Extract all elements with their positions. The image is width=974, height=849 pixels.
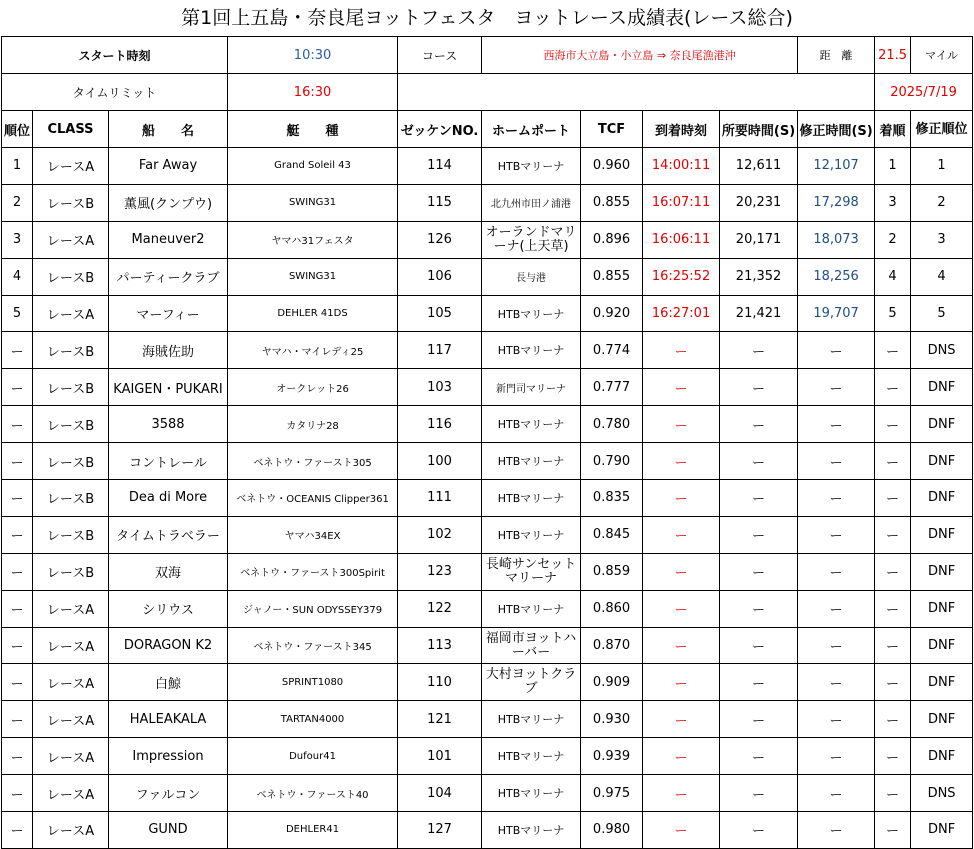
cell-home-port: 大村ヨットクラブ [482, 664, 581, 701]
cell-class: レースA [33, 812, 109, 849]
cell-boat-type: ベネトウ・ファースト40 [228, 775, 398, 812]
cell-boat-type: オークレット26 [228, 369, 398, 406]
cell-corrected: ー [798, 775, 875, 812]
table-header [2, 111, 973, 148]
cell-boat-type: TARTAN4000 [228, 701, 398, 738]
info-row-limit [2, 74, 973, 111]
cell-class: レースA [33, 221, 109, 258]
cell-corrected: ー [798, 369, 875, 406]
table-row [2, 406, 973, 443]
cell-boat-name: GUND [109, 812, 228, 849]
header-boat-name: 船 名 [109, 111, 228, 148]
cell-class: レースB [33, 443, 109, 480]
cell-corrected-rank: DNF [911, 443, 973, 480]
cell-sail-no: 123 [398, 553, 482, 590]
cell-finish-order: ー [875, 664, 911, 701]
cell-finish-order: 1 [875, 148, 911, 185]
cell-corrected-rank: 1 [911, 148, 973, 185]
cell-corrected-rank: DNF [911, 406, 973, 443]
cell-finish-time: 16:27:01 [643, 295, 720, 332]
cell-sail-no: 115 [398, 184, 482, 221]
cell-boat-name: Dea di More [109, 480, 228, 517]
cell-sail-no: 117 [398, 332, 482, 369]
cell-sail-no: 100 [398, 443, 482, 480]
cell-corrected-rank: 5 [911, 295, 973, 332]
cell-boat-type: SWING31 [228, 258, 398, 295]
cell-home-port: 北九州市田ノ浦港 [482, 184, 581, 221]
header-tcf: TCF [581, 111, 643, 148]
cell-boat-type: ベネトウ・OCEANIS Clipper361 [228, 480, 398, 517]
table-row [2, 332, 973, 369]
start-time-label: スタート時刻 [2, 37, 228, 74]
cell-home-port: 長崎サンセットマリーナ [482, 553, 581, 590]
cell-class: レースA [33, 148, 109, 185]
cell-corrected: 18,256 [798, 258, 875, 295]
cell-rank: 3 [2, 221, 33, 258]
cell-sail-no: 116 [398, 406, 482, 443]
cell-class: レースA [33, 295, 109, 332]
table-row [2, 480, 973, 517]
cell-class: レースB [33, 184, 109, 221]
cell-rank: ー [2, 775, 33, 812]
table-row [2, 443, 973, 480]
cell-corrected-rank: DNF [911, 664, 973, 701]
cell-boat-name: DORAGON K2 [109, 627, 228, 664]
cell-elapsed: ー [720, 553, 798, 590]
cell-boat-name: マーフィー [109, 295, 228, 332]
cell-boat-name: ファルコン [109, 775, 228, 812]
cell-rank: 5 [2, 295, 33, 332]
cell-finish-order: ー [875, 701, 911, 738]
cell-tcf: 0.870 [581, 627, 643, 664]
header-class: CLASS [33, 111, 109, 148]
cell-finish-order: 2 [875, 221, 911, 258]
cell-sail-no: 102 [398, 516, 482, 553]
time-limit-label: タイムリミット [2, 74, 228, 111]
cell-class: レースA [33, 738, 109, 775]
cell-elapsed: ー [720, 738, 798, 775]
cell-elapsed: 21,421 [720, 295, 798, 332]
header-corrected-rank: 修正順位 [911, 111, 973, 148]
table-row [2, 701, 973, 738]
cell-boat-name: HALEAKALA [109, 701, 228, 738]
cell-sail-no: 127 [398, 812, 482, 849]
cell-finish-time: 14:00:11 [643, 148, 720, 185]
cell-corrected: ー [798, 738, 875, 775]
cell-boat-name: KAIGEN・PUKARI [109, 369, 228, 406]
cell-finish-time: ー [643, 738, 720, 775]
cell-corrected-rank: DNF [911, 812, 973, 849]
cell-finish-order: ー [875, 332, 911, 369]
table-row [2, 590, 973, 627]
cell-tcf: 0.960 [581, 148, 643, 185]
cell-elapsed: ー [720, 516, 798, 553]
cell-finish-time: ー [643, 590, 720, 627]
cell-home-port: HTBマリーナ [482, 775, 581, 812]
cell-corrected: 12,107 [798, 148, 875, 185]
table-row [2, 184, 973, 221]
cell-finish-order: ー [875, 369, 911, 406]
cell-sail-no: 113 [398, 627, 482, 664]
cell-class: レースA [33, 664, 109, 701]
cell-boat-type: ヤマハ34EX [228, 516, 398, 553]
cell-corrected-rank: DNF [911, 480, 973, 517]
cell-tcf: 0.860 [581, 590, 643, 627]
cell-elapsed: ー [720, 590, 798, 627]
distance-value: 21.5 [875, 37, 911, 74]
table-row [2, 812, 973, 849]
cell-finish-time: ー [643, 701, 720, 738]
cell-finish-order: 5 [875, 295, 911, 332]
cell-finish-time: ー [643, 553, 720, 590]
cell-rank: ー [2, 590, 33, 627]
cell-boat-type: Dufour41 [228, 738, 398, 775]
cell-class: レースA [33, 590, 109, 627]
info-row-start [2, 37, 973, 74]
cell-finish-time: ー [643, 369, 720, 406]
cell-home-port: HTBマリーナ [482, 812, 581, 849]
cell-corrected: 17,298 [798, 184, 875, 221]
cell-boat-type: ベネトウ・ファースト300Spirit [228, 553, 398, 590]
cell-sail-no: 126 [398, 221, 482, 258]
cell-finish-order: ー [875, 406, 911, 443]
cell-corrected-rank: 2 [911, 184, 973, 221]
cell-class: レースA [33, 775, 109, 812]
header-finish-time: 到着時刻 [643, 111, 720, 148]
cell-corrected: ー [798, 627, 875, 664]
cell-corrected-rank: DNF [911, 369, 973, 406]
cell-tcf: 0.774 [581, 332, 643, 369]
cell-corrected-rank: DNF [911, 590, 973, 627]
cell-sail-no: 121 [398, 701, 482, 738]
cell-elapsed: ー [720, 406, 798, 443]
cell-home-port: HTBマリーナ [482, 332, 581, 369]
cell-boat-name: 白鯨 [109, 664, 228, 701]
cell-finish-time: ー [643, 480, 720, 517]
cell-corrected: ー [798, 406, 875, 443]
cell-corrected-rank: DNF [911, 627, 973, 664]
results-table [1, 36, 973, 849]
cell-sail-no: 111 [398, 480, 482, 517]
cell-rank: ー [2, 664, 33, 701]
cell-corrected: ー [798, 664, 875, 701]
cell-rank: ー [2, 701, 33, 738]
distance-label: 距 離 [798, 37, 875, 74]
cell-boat-type: SPRINT1080 [228, 664, 398, 701]
cell-boat-type: DEHLER 41DS [228, 295, 398, 332]
cell-boat-type: ヤマハ31フェスタ [228, 221, 398, 258]
cell-elapsed: ー [720, 443, 798, 480]
table-row [2, 516, 973, 553]
cell-finish-order: ー [875, 775, 911, 812]
header-home-port: ホームポート [482, 111, 581, 148]
cell-tcf: 0.920 [581, 295, 643, 332]
table-row [2, 553, 973, 590]
cell-boat-name: 海賊佐助 [109, 332, 228, 369]
cell-boat-name: コントレール [109, 443, 228, 480]
table-row [2, 627, 973, 664]
cell-corrected-rank: 4 [911, 258, 973, 295]
cell-boat-name: 3588 [109, 406, 228, 443]
cell-elapsed: ー [720, 775, 798, 812]
cell-elapsed: ー [720, 812, 798, 849]
page-title: 第1回上五島・奈良尾ヨットフェスタ ヨットレース成績表(レース総合) [181, 7, 793, 29]
cell-sail-no: 105 [398, 295, 482, 332]
cell-finish-order: ー [875, 443, 911, 480]
cell-elapsed: ー [720, 332, 798, 369]
cell-home-port: HTBマリーナ [482, 480, 581, 517]
cell-finish-order: ー [875, 590, 911, 627]
cell-corrected: ー [798, 516, 875, 553]
results-body [2, 148, 973, 849]
table-row [2, 295, 973, 332]
cell-tcf: 0.975 [581, 775, 643, 812]
cell-rank: 4 [2, 258, 33, 295]
cell-tcf: 0.855 [581, 184, 643, 221]
cell-boat-name: パーティークラブ [109, 258, 228, 295]
cell-boat-type: DEHLER41 [228, 812, 398, 849]
cell-corrected: ー [798, 590, 875, 627]
cell-home-port: HTBマリーナ [482, 516, 581, 553]
cell-corrected-rank: 3 [911, 221, 973, 258]
cell-elapsed: 12,611 [720, 148, 798, 185]
cell-corrected: ー [798, 812, 875, 849]
cell-elapsed: 20,171 [720, 221, 798, 258]
cell-home-port: HTBマリーナ [482, 406, 581, 443]
cell-sail-no: 110 [398, 664, 482, 701]
cell-tcf: 0.845 [581, 516, 643, 553]
race-date: 2025/7/19 [875, 74, 973, 111]
cell-rank: ー [2, 443, 33, 480]
cell-class: レースB [33, 553, 109, 590]
cell-finish-time: ー [643, 627, 720, 664]
cell-finish-order: ー [875, 738, 911, 775]
cell-boat-name: 薫風(クンプウ) [109, 184, 228, 221]
cell-tcf: 0.777 [581, 369, 643, 406]
table-row [2, 775, 973, 812]
cell-boat-type: Grand Soleil 43 [228, 148, 398, 185]
header-corrected: 修正時間(S) [798, 111, 875, 148]
cell-finish-order: 3 [875, 184, 911, 221]
cell-finish-order: 4 [875, 258, 911, 295]
cell-rank: ー [2, 812, 33, 849]
cell-tcf: 0.855 [581, 258, 643, 295]
cell-corrected-rank: DNS [911, 332, 973, 369]
cell-corrected-rank: DNS [911, 775, 973, 812]
cell-tcf: 0.780 [581, 406, 643, 443]
cell-rank: ー [2, 406, 33, 443]
blank-cell [398, 74, 875, 111]
cell-boat-type: ジャノー・SUN ODYSSEY379 [228, 590, 398, 627]
distance-unit: マイル [911, 37, 973, 74]
cell-rank: ー [2, 553, 33, 590]
cell-tcf: 0.896 [581, 221, 643, 258]
cell-tcf: 0.930 [581, 701, 643, 738]
cell-rank: 1 [2, 148, 33, 185]
cell-home-port: オーランドマリーナ(上天草) [482, 221, 581, 258]
table-row [2, 258, 973, 295]
header-boat-type: 艇 種 [228, 111, 398, 148]
cell-sail-no: 101 [398, 738, 482, 775]
course-label: コース [398, 37, 482, 74]
cell-tcf: 0.835 [581, 480, 643, 517]
cell-finish-time: ー [643, 443, 720, 480]
cell-tcf: 0.980 [581, 812, 643, 849]
cell-boat-type: ベネトウ・ファースト345 [228, 627, 398, 664]
table-row [2, 738, 973, 775]
cell-tcf: 0.939 [581, 738, 643, 775]
start-time-value: 10:30 [228, 37, 398, 74]
cell-rank: ー [2, 332, 33, 369]
cell-rank: ー [2, 480, 33, 517]
cell-class: レースB [33, 516, 109, 553]
cell-sail-no: 122 [398, 590, 482, 627]
cell-corrected: 18,073 [798, 221, 875, 258]
cell-sail-no: 103 [398, 369, 482, 406]
cell-class: レースA [33, 701, 109, 738]
cell-finish-time: ー [643, 664, 720, 701]
table-row [2, 221, 973, 258]
cell-corrected: ー [798, 480, 875, 517]
cell-corrected: ー [798, 701, 875, 738]
cell-finish-time: ー [643, 775, 720, 812]
cell-elapsed: ー [720, 480, 798, 517]
cell-boat-name: タイムトラベラー [109, 516, 228, 553]
cell-class: レースB [33, 406, 109, 443]
cell-finish-time: 16:25:52 [643, 258, 720, 295]
cell-boat-type: カタリナ28 [228, 406, 398, 443]
cell-boat-name: Maneuver2 [109, 221, 228, 258]
cell-home-port: 福岡市ヨットハーバー [482, 627, 581, 664]
cell-finish-time: ー [643, 406, 720, 443]
cell-home-port: HTBマリーナ [482, 590, 581, 627]
cell-class: レースA [33, 627, 109, 664]
cell-home-port: 新門司マリーナ [482, 369, 581, 406]
cell-rank: 2 [2, 184, 33, 221]
cell-finish-time: ー [643, 812, 720, 849]
time-limit-value: 16:30 [228, 74, 398, 111]
cell-home-port: HTBマリーナ [482, 443, 581, 480]
cell-finish-order: ー [875, 627, 911, 664]
cell-corrected: 19,707 [798, 295, 875, 332]
cell-elapsed: 20,231 [720, 184, 798, 221]
cell-finish-order: ー [875, 553, 911, 590]
cell-sail-no: 106 [398, 258, 482, 295]
cell-home-port: 長与港 [482, 258, 581, 295]
cell-finish-order: ー [875, 480, 911, 517]
cell-finish-time: 16:07:11 [643, 184, 720, 221]
cell-corrected: ー [798, 553, 875, 590]
cell-rank: ー [2, 738, 33, 775]
cell-elapsed: ー [720, 369, 798, 406]
cell-boat-type: ヤマハ・マイレディ25 [228, 332, 398, 369]
cell-tcf: 0.790 [581, 443, 643, 480]
table-row [2, 664, 973, 701]
cell-elapsed: ー [720, 664, 798, 701]
cell-sail-no: 114 [398, 148, 482, 185]
cell-elapsed: 21,352 [720, 258, 798, 295]
cell-rank: ー [2, 627, 33, 664]
header-elapsed: 所要時間(S) [720, 111, 798, 148]
cell-home-port: HTBマリーナ [482, 295, 581, 332]
cell-class: レースB [33, 369, 109, 406]
cell-finish-order: ー [875, 516, 911, 553]
cell-boat-type: ベネトウ・ファースト305 [228, 443, 398, 480]
header-finish-order: 着順 [875, 111, 911, 148]
cell-corrected: ー [798, 443, 875, 480]
course-value: 西海市大立島・小立島 ⇒ 奈良尾漁港沖 [482, 37, 798, 74]
cell-home-port: HTBマリーナ [482, 701, 581, 738]
cell-corrected-rank: DNF [911, 516, 973, 553]
cell-sail-no: 104 [398, 775, 482, 812]
cell-boat-name: 双海 [109, 553, 228, 590]
cell-class: レースB [33, 258, 109, 295]
cell-corrected-rank: DNF [911, 738, 973, 775]
cell-home-port: HTBマリーナ [482, 738, 581, 775]
cell-boat-name: Far Away [109, 148, 228, 185]
header-sail-no: ゼッケンNO. [398, 111, 482, 148]
cell-corrected-rank: DNF [911, 553, 973, 590]
cell-class: レースB [33, 480, 109, 517]
cell-class: レースB [33, 332, 109, 369]
cell-home-port: HTBマリーナ [482, 148, 581, 185]
cell-elapsed: ー [720, 701, 798, 738]
cell-rank: ー [2, 516, 33, 553]
cell-elapsed: ー [720, 627, 798, 664]
cell-boat-type: SWING31 [228, 184, 398, 221]
cell-corrected-rank: DNF [911, 701, 973, 738]
cell-finish-order: ー [875, 812, 911, 849]
cell-boat-name: シリウス [109, 590, 228, 627]
header-rank: 順位 [2, 111, 33, 148]
cell-boat-name: Impression [109, 738, 228, 775]
table-row [2, 369, 973, 406]
cell-tcf: 0.859 [581, 553, 643, 590]
cell-finish-time: ー [643, 516, 720, 553]
table-row [2, 148, 973, 185]
cell-tcf: 0.909 [581, 664, 643, 701]
cell-corrected: ー [798, 332, 875, 369]
cell-finish-time: ー [643, 332, 720, 369]
cell-rank: ー [2, 369, 33, 406]
cell-finish-time: 16:06:11 [643, 221, 720, 258]
